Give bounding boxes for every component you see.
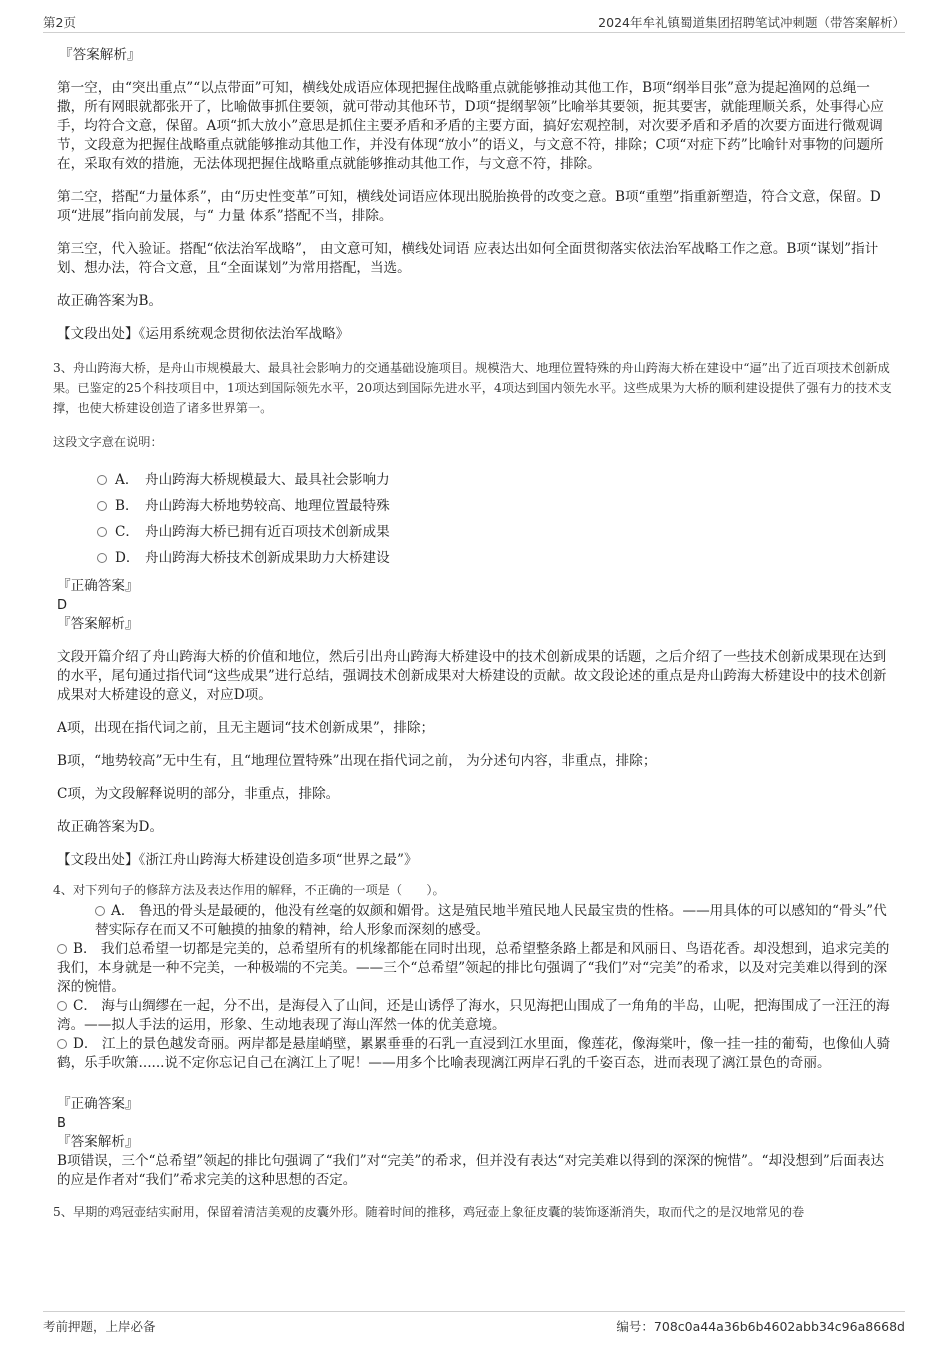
option-text: 舟山跨海大桥规模最大、最具社会影响力	[145, 472, 390, 488]
footer-slogan: 考前押题，上岸必备	[43, 1319, 156, 1334]
option-text: 舟山跨海大桥地势较高、地理位置最特殊	[145, 498, 390, 514]
radio-icon[interactable]	[95, 906, 105, 916]
document-title: 2024年牟礼镇蜀道集团招聘笔试冲刺题（带答案解析）	[598, 15, 905, 30]
q2-analysis-para2: 第二空，搭配“力量体系”，由“历史性变革”可知，横线处词语应体现出脱胎换骨的改变之意。B项“重塑”指重新塑造，符合文意，保留。D项“进展”指向前发展，与“ 力量 体系”搭配不当，排除。	[57, 189, 881, 224]
q2-analysis-para1: 第一空，由“突出重点”“以点带面”可知，横线处成语应体现把握住战略重点就能够推动其他工作，B项“纲举目张”意为提起渔网的总绳一撒，所有网眼就都张开了，比喻做事抓住要领，就可带动其他环节，D项“提纲挈领”比喻举其要领，扼其要害，就能理顺关系，处事得心应手，均符合文意，保留。A项“抓大放小”意思是抓住主要矛盾和矛盾的主要方面，搞好宏观控制，对次要矛盾和矛盾的次要方面进行微观调节，文段意为把握住战略重点就能够推动其他工作，并没有体现“放小”的语义，与文意不符，排除；C项“对症下药”比喻针对事物的问题所在，采取有效的措施，无法体现把握住战略重点就能够推动其他工作，与文意不符，排除。	[57, 80, 884, 172]
option-label: C．	[115, 524, 139, 540]
option-label: D．	[73, 1036, 98, 1052]
q4-option-c[interactable]	[57, 997, 897, 1035]
q3-correct-label: 『正确答案』	[57, 578, 139, 594]
q5-stem: 5、早期的鸡冠壶结实耐用，保留着清洁美观的皮囊外形。随着时间的推移，鸡冠壶上象征皮囊的装饰逐渐消失，取而代之的是汉地常见的卷	[53, 1205, 805, 1219]
option-label: B．	[73, 941, 97, 957]
page-footer	[43, 1311, 905, 1334]
radio-icon[interactable]	[97, 527, 107, 537]
q4-analysis-label: 『答案解析』	[57, 1134, 139, 1150]
q3-correct-answer: D	[57, 598, 68, 613]
radio-icon[interactable]	[97, 475, 107, 485]
q2-analysis-conclusion: 故正确答案为B。	[57, 293, 163, 309]
q3-analysis-conclusion: 故正确答案为D。	[57, 819, 164, 835]
q3-analysis-para4: C项，为文段解释说明的部分，非重点，排除。	[57, 786, 340, 802]
page-header	[43, 10, 905, 33]
option-text: 舟山跨海大桥技术创新成果助力大桥建设	[145, 550, 390, 566]
q4-stem: 4、对下列句子的修辞方法及表达作用的解释，不正确的一项是（ ）。	[53, 883, 445, 897]
page-number: 第2页	[43, 15, 76, 30]
radio-icon[interactable]	[57, 1039, 67, 1049]
q3-question: 这段文字意在说明：	[53, 435, 163, 449]
q3-option-c[interactable]	[97, 517, 897, 543]
q2-analysis-label: 『答案解析』	[59, 47, 141, 63]
option-label: A．	[115, 472, 139, 488]
option-label: D．	[115, 550, 140, 566]
q4-analysis-para1: B项错误，三个“总希望”领起的排比句强调了“我们”对“完美”的希求，但并没有表达“对完美难以得到的深深的惋惜”。“却没想到”后面表达的应是作者对“我们”希求完美的这种思想的否定。	[57, 1153, 885, 1188]
option-text: 我们总希望一切都是完美的，总希望所有的机缘都能在同时出现，总希望整条路上都是和风丽日、鸟语花香。却没想到，追求完美的我们，本身就是一种不完美，一种极端的不完美。——三个“总希望”领起的排比句强调了“我们”对“完美”的希求，以及对完美难以得到的深深的惋惜。	[57, 941, 890, 995]
q3-stem: 3、舟山跨海大桥，是舟山市规模最大、最具社会影响力的交通基础设施项目。规模浩大、地理位置特殊的舟山跨海大桥在建设中“逼”出了近百项技术创新成果。已鉴定的25个科技项目中，1项达到国际领先水平，20项达到国际先进水平，4项达到国内领先水平。这些成果为大桥的顺利建设提供了强有力的技术支撑，也使大桥建设创造了诸多世界第一。	[53, 361, 892, 415]
q3-analysis-para1: 文段开篇介绍了舟山跨海大桥的价值和地位，然后引出舟山跨海大桥建设中的技术创新成果的话题，之后介绍了一些技术创新成果现在达到的水平，尾句通过指代词“这些成果”进行总结，强调技术创新成果对大桥建设的贡献。故文段论述的重点是舟山跨海大桥建设中的技术创新成果对大桥建设的意义，对应D项。	[57, 649, 887, 703]
q4-option-a[interactable]	[95, 902, 897, 940]
q3-option-b[interactable]	[97, 491, 897, 517]
q3-options	[57, 465, 897, 569]
radio-icon[interactable]	[97, 553, 107, 563]
option-text: 江上的景色越发奇丽。两岸都是悬崖峭壁，累累垂垂的石乳一直浸到江水里面，像莲花，像海棠叶，像一挂一挂的葡萄，也像仙人骑鹤，乐手吹箫......说不定你忘记自己在漓江上了呢！——用多个比喻表现漓江两岸石乳的千姿百态，进而表现了漓江景色的奇丽。	[57, 1036, 891, 1071]
q2-source: 【文段出处】《运用系统观念贯彻依法治军战略》	[57, 326, 350, 342]
option-label: A．	[111, 903, 135, 919]
q2-analysis-para3: 第三空，代入验证。搭配“依法治军战略”， 由文意可知，横线处词语 应表达出如何全面贯彻落实依法治军战略工作之意。B项“谋划”指计划、想办法，符合文意，且“全面谋划”为常用搭配，当选。	[57, 241, 879, 276]
q3-analysis-para2: A项，出现在指代词之前，且无主题词“技术创新成果”，排除；	[57, 720, 435, 736]
q3-source: 【文段出处】《浙江舟山跨海大桥建设创造多项“世界之最”》	[57, 852, 418, 868]
q4-correct-answer: B	[57, 1116, 66, 1131]
q4-option-b[interactable]	[57, 940, 897, 997]
option-text: 舟山跨海大桥已拥有近百项技术创新成果	[145, 524, 390, 540]
option-label: B．	[115, 498, 139, 514]
document-id: 编号：708c0a44a36b6b4602abb34c96a8668d	[616, 1319, 905, 1334]
q4-correct-label: 『正确答案』	[57, 1096, 139, 1112]
radio-icon[interactable]	[97, 501, 107, 511]
q4-option-d[interactable]	[57, 1035, 897, 1073]
option-label: C．	[73, 998, 97, 1014]
q3-analysis-label: 『答案解析』	[57, 616, 139, 632]
radio-icon[interactable]	[57, 944, 67, 954]
q3-option-d[interactable]	[97, 543, 897, 569]
option-text: 海与山绸缪在一起，分不出，是海侵入了山间，还是山诱俘了海水，只见海把山围成了一角角的半岛，山呢，把海围成了一汪汪的海湾。——拟人手法的运用，形象、生动地表现了海山浑然一体的优美意境。	[57, 998, 890, 1033]
document-body	[53, 46, 897, 1222]
q3-option-a[interactable]	[97, 465, 897, 491]
q4-options	[57, 902, 897, 1073]
option-text: 鲁迅的骨头是最硬的，他没有丝毫的奴颜和媚骨。这是殖民地半殖民地人民最宝贵的性格。——用具体的可以感知的“骨头”代替实际存在而又不可触摸的抽象的精神，给人形象而深刻的感受。	[95, 903, 887, 938]
radio-icon[interactable]	[57, 1001, 67, 1011]
q3-analysis-para3: B项，“地势较高”无中生有，且“地理位置特殊”出现在指代词之前， 为分述句内容，非重点，排除；	[57, 753, 657, 769]
